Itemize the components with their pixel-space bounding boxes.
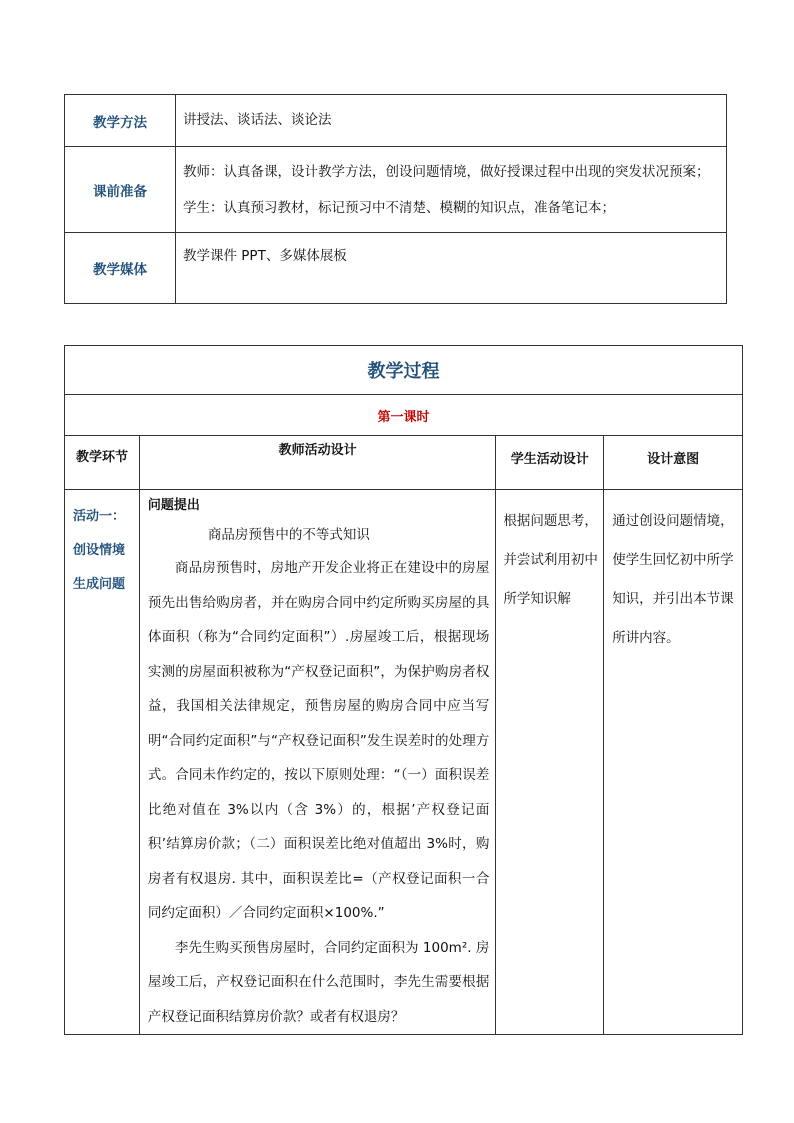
prep-teacher: 教师：认真备课，设计教学方法，创设问题情境，做好授课过程中出现的突发状况预案；	[183, 164, 710, 180]
prep-student: 学生：认真预习教材，标记预习中不清楚、模糊的知识点，准备笔记本；	[183, 200, 615, 216]
student-activity-text: 根据问题思考，并尝试利用初中所学知识解	[503, 513, 598, 607]
intent-text: 通过创设问题情境，使学生回忆初中所学知识，并引出本节课所讲内容。	[612, 513, 734, 646]
media-text: 教学课件 PPT、多媒体展板	[176, 233, 727, 304]
intent-cell	[604, 490, 743, 1035]
teacher-heading: 问题提出	[147, 498, 200, 513]
header-row	[65, 436, 743, 490]
student-activity-cell	[496, 490, 604, 1035]
activity-row	[65, 490, 743, 1035]
activity-cell	[65, 490, 140, 1035]
prep-row	[65, 147, 727, 233]
process-table	[64, 345, 743, 1035]
activity-line-1: 活动一：	[73, 509, 126, 524]
teacher-subtitle: 商品房预售中的不等式知识	[207, 527, 370, 543]
prep-content	[176, 147, 727, 233]
info-table	[64, 94, 727, 304]
media-label: 教学媒体	[65, 233, 176, 304]
lesson-label: 第一课时	[65, 395, 743, 436]
header-teacher: 教师活动设计	[139, 436, 495, 490]
header-student: 学生活动设计	[496, 436, 604, 490]
activity-line-2: 创设情境	[73, 543, 126, 558]
method-row	[65, 95, 727, 147]
teacher-paragraph-1: 商品房预售时，房地产开发企业将正在建设中的房屋预先出售给购房者，并在购房合同中约定所购买房屋的具体面积（称为“合同约定面积”）.房屋竣工后，根据现场实测的房屋面积被称为“产权登记面积”，为保护购房者权益，我国相关法律规定，预售房屋的购房合同中应当写明“合同约定面积”与“产权登记面积”发生误差时的处理方式。合同未作约定的，按以下原则处理：“（一）面积误差比绝对值在 3%以内（含 3%）的，根据’产权登记面积’结算房价款；（二）面积误差比绝对值超出 3%时，购房者有权退房. 其中，面积误差比=（产权登记面积一合同约定面积）／合同约定面积×100%.”	[147, 560, 490, 921]
activity-line-3: 生成问题	[73, 577, 126, 592]
teacher-activity-cell	[139, 490, 495, 1035]
prep-label: 课前准备	[65, 147, 176, 233]
teacher-paragraph-2: 李先生购买预售房屋时，合同约定面积为 100m². 房屋竣工后，产权登记面积在什么范围时，李先生需要根据产权登记面积结算房价款？或者有权退房？	[147, 939, 490, 1025]
process-title: 教学过程	[65, 346, 743, 395]
header-stage: 教学环节	[65, 436, 140, 490]
method-label: 教学方法	[65, 95, 176, 147]
media-row	[65, 233, 727, 304]
method-text: 讲授法、谈话法、谈论法	[176, 95, 727, 147]
header-intent: 设计意图	[604, 436, 743, 490]
